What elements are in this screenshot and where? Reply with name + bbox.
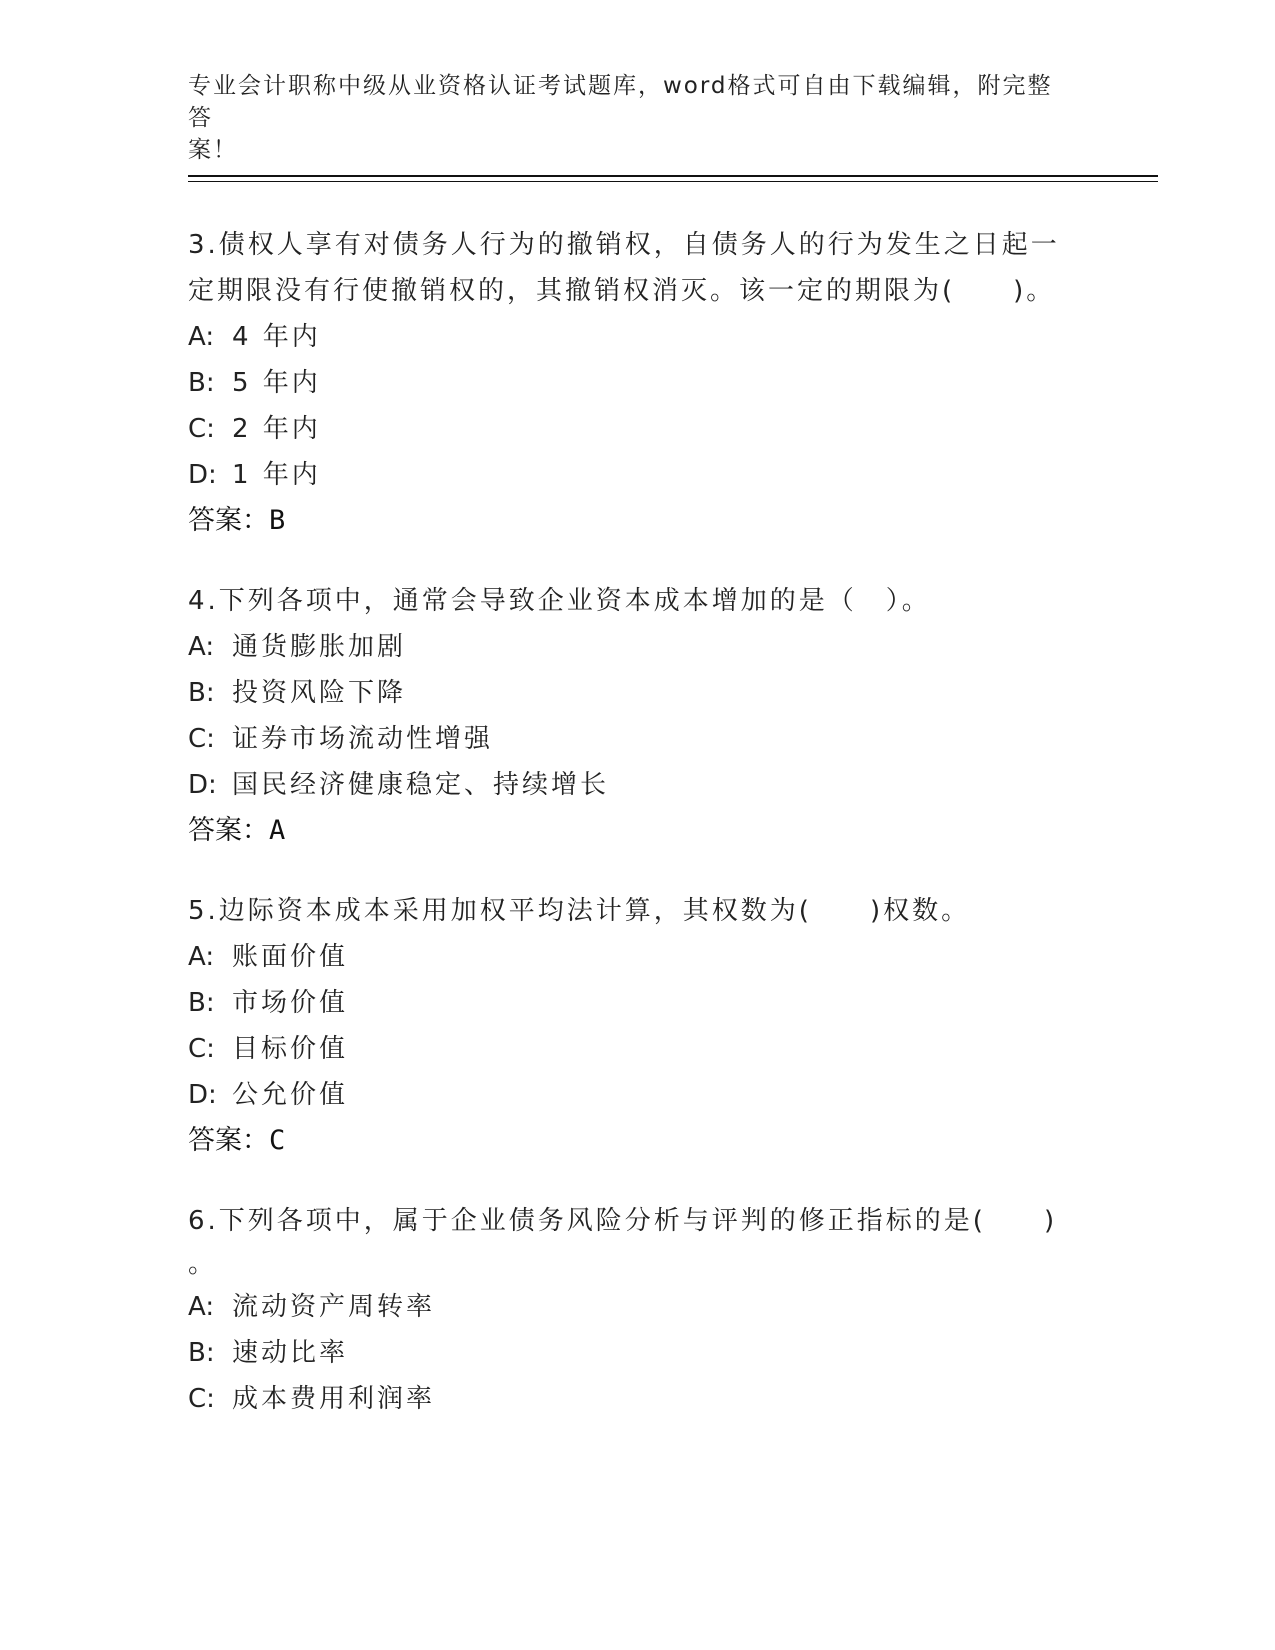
question-stem-line-1: 6.下列各项中，属于企业债务风险分析与评判的修正指标的是( ) (188, 1206, 1058, 1236)
option-text: 1 年内 (232, 460, 321, 490)
option-text: 流动资产周转率 (232, 1292, 436, 1322)
header-line-2: 案！ (188, 137, 238, 163)
question-6 (188, 1198, 1068, 1422)
header-divider (188, 175, 1158, 177)
option-key: B: (188, 988, 215, 1018)
option-b (188, 360, 1068, 406)
question-5 (188, 888, 1068, 1164)
option-d (188, 1072, 1068, 1118)
question-3 (188, 222, 1068, 544)
option-a (188, 624, 1068, 670)
option-text: 投资风险下降 (232, 678, 407, 708)
answer-label: 答案： (188, 1125, 269, 1156)
option-key: D: (188, 1080, 217, 1110)
option-key: C: (188, 1384, 215, 1414)
option-a (188, 934, 1068, 980)
option-c (188, 1376, 1068, 1422)
option-key: D: (188, 770, 217, 800)
option-text: 目标价值 (232, 1034, 349, 1064)
answer-value: A (269, 815, 286, 846)
option-text: 市场价值 (232, 988, 349, 1018)
option-text: 2 年内 (232, 414, 321, 444)
option-key: A: (188, 1292, 215, 1322)
option-a (188, 314, 1068, 360)
option-d (188, 452, 1068, 498)
answer-line (188, 1118, 1068, 1164)
option-b (188, 980, 1068, 1026)
header-line-1: 专业会计职称中级从业资格认证考试题库，word格式可自由下载编辑，附完整答 (188, 73, 1053, 131)
answer-line (188, 498, 1068, 544)
answer-line (188, 808, 1068, 854)
option-c (188, 716, 1068, 762)
question-stem-line-1: 4.下列各项中，通常会导致企业资本成本增加的是（ ）。 (188, 586, 931, 616)
option-c (188, 1026, 1068, 1072)
question-4 (188, 578, 1068, 854)
option-text: 账面价值 (232, 942, 349, 972)
option-key: A: (188, 632, 215, 662)
option-key: A: (188, 322, 215, 352)
option-c (188, 406, 1068, 452)
question-stem-line-2: 。 (188, 1249, 218, 1279)
option-key: B: (188, 1338, 215, 1368)
document-header (188, 70, 1068, 166)
option-key: C: (188, 414, 215, 444)
answer-value: B (269, 505, 286, 536)
option-key: B: (188, 678, 215, 708)
option-key: C: (188, 1034, 215, 1064)
answer-value: C (269, 1125, 286, 1156)
option-a (188, 1284, 1068, 1330)
option-text: 国民经济健康稳定、持续增长 (232, 770, 610, 800)
option-text: 4 年内 (232, 322, 321, 352)
answer-label: 答案： (188, 815, 269, 846)
option-text: 通货膨胀加剧 (232, 632, 407, 662)
question-stem-line-1: 3.债权人享有对债务人行为的撤销权，自债务人的行为发生之日起一 (188, 230, 1060, 260)
option-d (188, 762, 1068, 808)
header-divider-thin (188, 181, 1158, 182)
question-stem-line-2: 定期限没有行使撤销权的，其撤销权消灭。该一定的期限为( )。 (188, 276, 1056, 306)
question-stem-line-1: 5.边际资本成本采用加权平均法计算，其权数为( )权数。 (188, 896, 971, 926)
option-b (188, 670, 1068, 716)
option-key: C: (188, 724, 215, 754)
option-text: 公允价值 (232, 1080, 349, 1110)
option-text: 速动比率 (232, 1338, 349, 1368)
option-key: A: (188, 942, 215, 972)
option-b (188, 1330, 1068, 1376)
option-text: 5 年内 (232, 368, 321, 398)
answer-label: 答案： (188, 505, 269, 536)
option-text: 成本费用利润率 (232, 1384, 436, 1414)
option-text: 证券市场流动性增强 (232, 724, 494, 754)
option-key: D: (188, 460, 217, 490)
option-key: B: (188, 368, 215, 398)
